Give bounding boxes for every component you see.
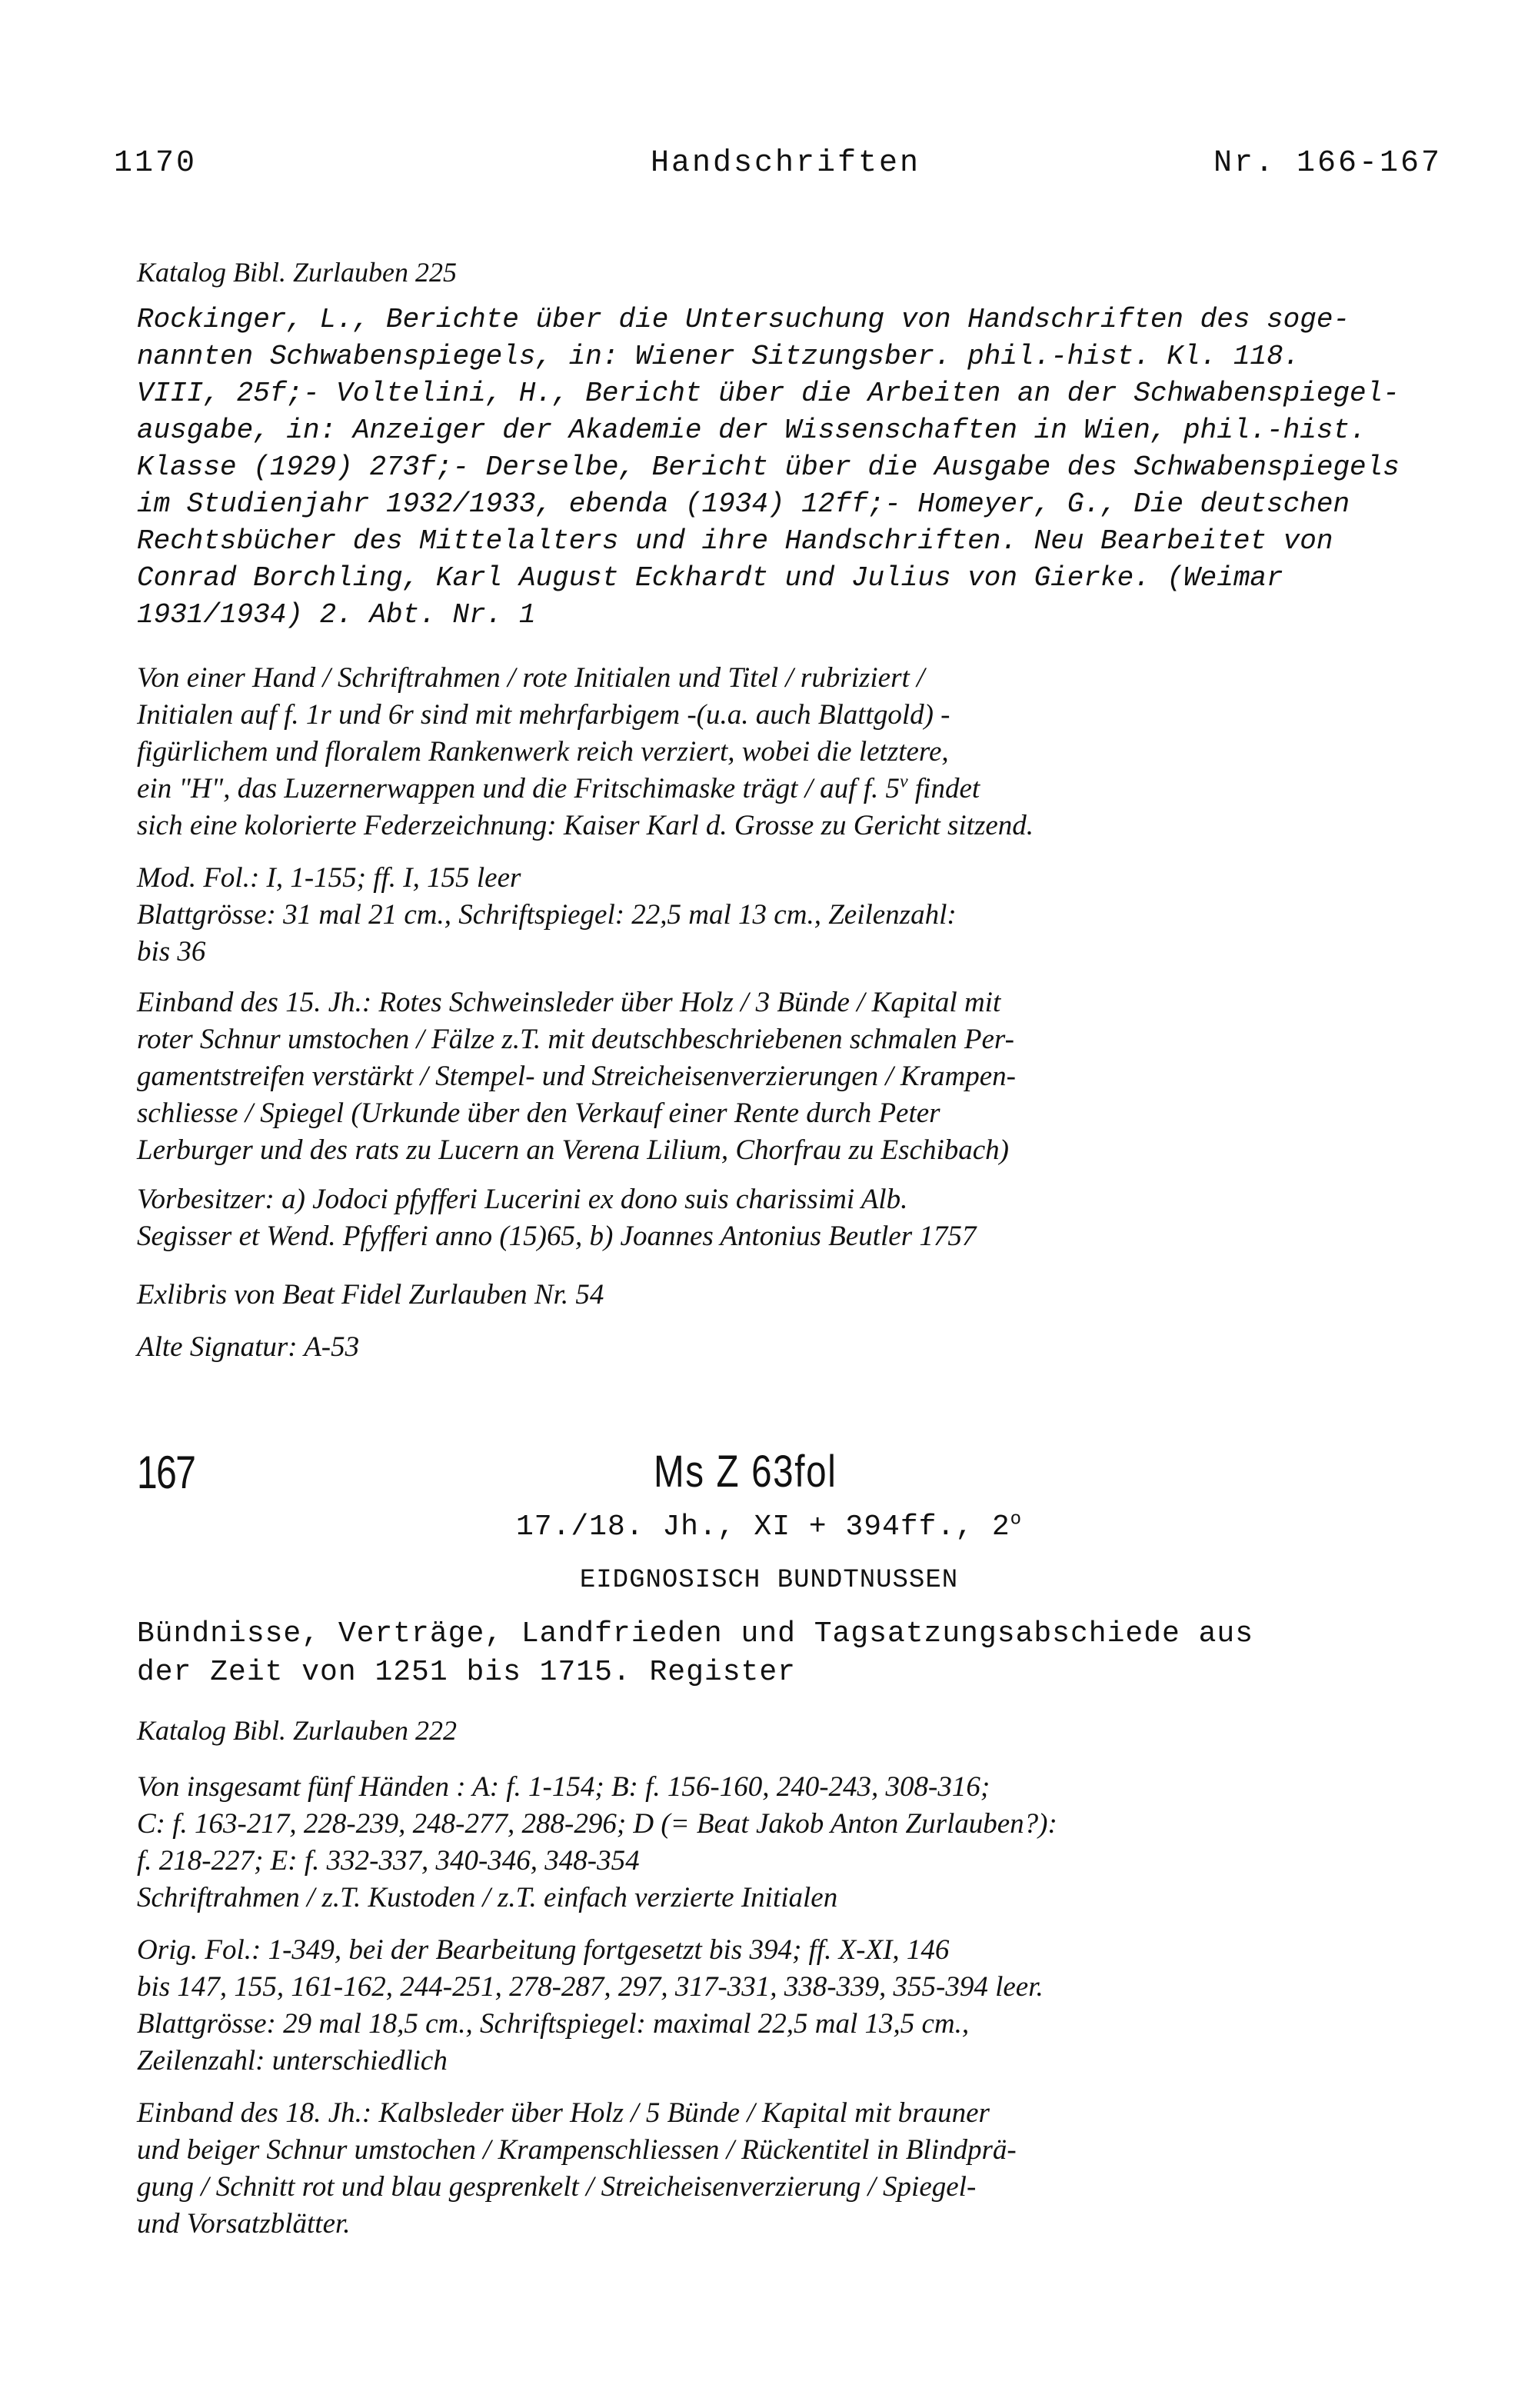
- exlibris-166: Exlibris von Beat Fidel Zurlauben Nr. 54: [137, 1279, 604, 1311]
- catalog-reference-167: Katalog Bibl. Zurlauben 222: [137, 1715, 458, 1746]
- literature-166: [137, 301, 1490, 634]
- manuscript-title-167: EIDGNOSISCH BUNDTNUSSEN: [579, 1566, 959, 1595]
- manuscript-subtitle-167: [137, 1615, 1444, 1692]
- shelfmark-167: Ms Z 63fol: [654, 1447, 837, 1497]
- description-text: ein "H", das Luzernerwappen und die Fritschimaske trägt / auf f. 5: [137, 773, 900, 804]
- literature-line: 1931/1934) 2. Abt. Nr. 1: [137, 599, 536, 631]
- folio-line: Blattgrösse: 29 mal 18,5 cm., Schriftspiegel: maximal 22,5 mal 13,5 cm.,: [137, 2008, 970, 2040]
- format-superscript: o: [1010, 1509, 1023, 1530]
- hands-line: C: f. 163-217, 228-239, 248-277, 288-296; D (= Beat Jakob Anton Zurlauben?):: [137, 1808, 1057, 1840]
- previous-owners-166: [137, 1181, 1444, 1255]
- description-line: figürlichem und floralem Rankenwerk reich verziert, wobei die letztere,: [137, 736, 949, 768]
- binding-line: und beiger Schnur umstochen / Krampenschliessen / Rückentitel in Blindprä-: [137, 2134, 1017, 2166]
- literature-line: nannten Schwabenspiegels, in: Wiener Sitzungsber. phil.-hist. Kl. 118.: [137, 341, 1300, 372]
- literature-line: ausgabe, in: Anzeiger der Akademie der Wissenschaften in Wien, phil.-hist.: [137, 415, 1367, 446]
- folio-line: Blattgrösse: 31 mal 21 cm., Schriftspiegel: 22,5 mal 13 cm., Zeilenzahl:: [137, 899, 957, 931]
- literature-line: VIII, 25f;- Voltelini, H., Bericht über die Arbeiten an der Schwabenspiegel-: [137, 378, 1400, 409]
- subtitle-line: Bündnisse, Verträge, Landfrieden und Tagsatzungsabschiede aus: [137, 1617, 1254, 1650]
- description-line: Von einer Hand / Schriftrahmen / rote Initialen und Titel / rubriziert /: [137, 662, 925, 694]
- binding-line: und Vorsatzblätter.: [137, 2208, 351, 2240]
- owner-line: Vorbesitzer: a) Jodoci pfyfferi Lucerini ex dono suis charissimi Alb.: [137, 1184, 908, 1215]
- description-line: [137, 771, 1444, 808]
- folio-info-166: [137, 860, 1444, 971]
- description-line: sich eine kolorierte Federzeichnung: Kaiser Karl d. Grosse zu Gericht sitzend.: [137, 810, 1034, 841]
- binding-line: schliesse / Spiegel (Urkunde über den Verkauf einer Rente durch Peter: [137, 1097, 940, 1129]
- verso-mark: v: [900, 771, 908, 792]
- literature-line: Rechtsbücher des Mittelalters und ihre Handschriften. Neu Bearbeitet von: [137, 525, 1333, 557]
- old-signature-166: Alte Signatur: A-53: [137, 1331, 360, 1363]
- folio-line: Mod. Fol.: I, 1-155; ff. I, 155 leer: [137, 862, 521, 894]
- literature-line: Klasse (1929) 273f;- Derselbe, Bericht über die Ausgabe des Schwabenspiegels: [137, 451, 1400, 483]
- running-title: Handschriften: [651, 146, 921, 181]
- literature-line: Rockinger, L., Berichte über die Untersuchung von Handschriften des soge-: [137, 304, 1350, 335]
- folio-line: Orig. Fol.: 1-349, bei der Bearbeitung fortgesetzt bis 394; ff. X-XI, 146: [137, 1934, 950, 1966]
- description-line: Initialen auf f. 1r und 6r sind mit mehrfarbigem -(u.a. auch Blattgold) -: [137, 699, 950, 731]
- binding-line: roter Schnur umstochen / Fälze z.T. mit deutschbeschriebenen schmalen Per-: [137, 1024, 1014, 1055]
- owner-line: Segisser et Wend. Pfyfferi anno (15)65, b) Joannes Antonius Beutler 1757: [137, 1221, 977, 1252]
- folio-line: bis 36: [137, 936, 206, 968]
- binding-line: Einband des 15. Jh.: Rotes Schweinsleder über Holz / 3 Bünde / Kapital mit: [137, 987, 1001, 1018]
- hands-line: f. 218-227; E: f. 332-337, 340-346, 348-354: [137, 1845, 640, 1877]
- description-text: findet: [907, 773, 980, 804]
- hands-line: Schriftrahmen / z.T. Kustoden / z.T. einfach verzierte Initialen: [137, 1882, 838, 1913]
- date-extent-text: 17./18. Jh., XI + 394ff., 2: [515, 1510, 1010, 1544]
- entry-range: Nr. 166-167: [1213, 146, 1443, 181]
- binding-line: Einband des 18. Jh.: Kalbsleder über Holz / 5 Bünde / Kapital mit brauner: [137, 2097, 990, 2129]
- hands-167: [137, 1769, 1444, 1917]
- folio-line: bis 147, 155, 161-162, 244-251, 278-287, 297, 317-331, 338-339, 355-394 leer.: [137, 1971, 1044, 2003]
- hand-description-166: [137, 660, 1444, 844]
- folio-info-167: [137, 1932, 1444, 2080]
- binding-167: [137, 2095, 1444, 2243]
- binding-166: [137, 984, 1444, 1169]
- date-extent-line: [0, 1510, 1538, 1544]
- binding-line: gamentstreifen verstärkt / Stempel- und Streicheisenverzierungen / Krampen-: [137, 1061, 1016, 1092]
- folio-line: Zeilenzahl: unterschiedlich: [137, 2045, 448, 2077]
- entry-number-167: 167: [137, 1447, 195, 1498]
- literature-line: im Studienjahr 1932/1933, ebenda (1934) 12ff;- Homeyer, G., Die deutschen: [137, 488, 1350, 520]
- catalog-reference-166: Katalog Bibl. Zurlauben 225: [137, 257, 458, 288]
- literature-line: Conrad Borchling, Karl August Eckhardt und Julius von Gierke. (Weimar: [137, 562, 1283, 594]
- binding-line: Lerburger und des rats zu Lucern an Verena Lilium, Chorfrau zu Eschibach): [137, 1134, 1009, 1166]
- binding-line: gung / Schnitt rot und blau gesprenkelt / Streicheisenverzierung / Spiegel-: [137, 2171, 977, 2203]
- subtitle-line: der Zeit von 1251 bis 1715. Register: [137, 1656, 796, 1689]
- page-number: 1170: [114, 146, 198, 181]
- hands-line: Von insgesamt fünf Händen : A: f. 1-154; B: f. 156-160, 240-243, 308-316;: [137, 1771, 990, 1803]
